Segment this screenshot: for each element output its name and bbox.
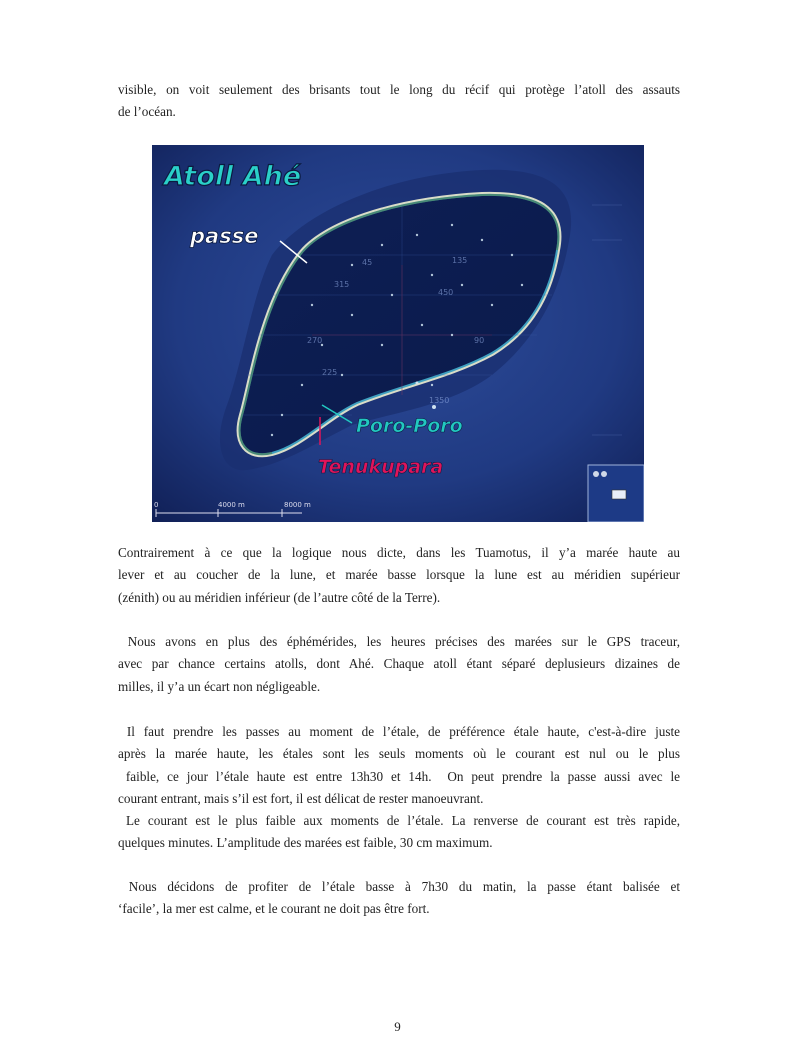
overview-inset [588,465,644,522]
depth-label: 225 [322,368,338,377]
text-line: avec par chance certains atolls, dont Ahé. Chaque atoll étant séparé deplusieurs dizaines de [118,656,680,672]
text-line: quelques minutes. L’amplitude des marées est faible, 30 cm maximum. [118,835,493,851]
text-line: Nous décidons de profiter de l’étale basse à 7h30 du matin, la passe étant balisée et [118,879,680,894]
page-number: 9 [394,1019,401,1034]
atoll-map-image [152,145,644,522]
depth-label: 315 [334,280,350,289]
label-poro-poro: Poro-Poro [356,415,463,437]
text-line: courant entrant, mais s’il est fort, il est délicat de rester manoeuvrant. [118,790,484,806]
scale-label: 4000 m [218,501,245,509]
text-line: milles, il y’a un écart non négligeable. [118,678,321,694]
depth-label: 135 [452,256,468,265]
text-line: lever et au coucher de la lune, et marée basse lorsque la lune est au méridien supérieur [118,567,680,583]
label-passe: passe [190,224,259,248]
text-line: faible, ce jour l’étale haute est entre 13h30 et 14h. On peut prendre la passe aussi avec le [118,768,680,784]
depth-label: 450 [438,288,454,297]
scale-label: 0 [154,501,159,509]
paragraph-ephemerides [118,631,680,698]
depth-label: 90 [474,336,485,345]
paragraph-passes [118,721,680,855]
text-line: (zénith) ou au méridien inférieur (de l’autre côté de la Terre). [118,589,441,605]
intro-paragraph [118,79,680,124]
text-line: de l’océan. [118,104,176,120]
text-line: ‘facile’, la mer est calme, et le courant ne doit pas être fort. [118,901,430,917]
paragraph-tides [118,542,680,609]
text-line: après la marée haute, les étales sont les seuls moments où le courant est nul ou le plus [118,746,680,762]
depth-label: 1350 [429,396,450,405]
map-title: Atoll Ahé [164,161,302,192]
text-line: Contrairement à ce que la logique nous dicte, dans les Tuamotus, il y’a marée haute au [118,545,680,560]
text-line: Il faut prendre les passes au moment de l’étale, de préférence étale haute, c'est-à-dire juste [118,724,680,739]
scale-label: 8000 m [284,501,311,509]
paragraph-decision [118,876,680,921]
depth-label: 270 [307,336,323,345]
text-line: Le courant est le plus faible aux moments de l’étale. La renverse de courant est très rapide, [118,813,680,829]
text-line: Nous avons en plus des éphémérides, les heures précises des marées sur le GPS traceur, [118,634,680,649]
depth-label: 45 [362,258,373,267]
label-tenukupara: Tenukupara [318,456,444,478]
text-line: visible, on voit seulement des brisants tout le long du récif qui protège l’atoll des assauts [118,82,680,97]
